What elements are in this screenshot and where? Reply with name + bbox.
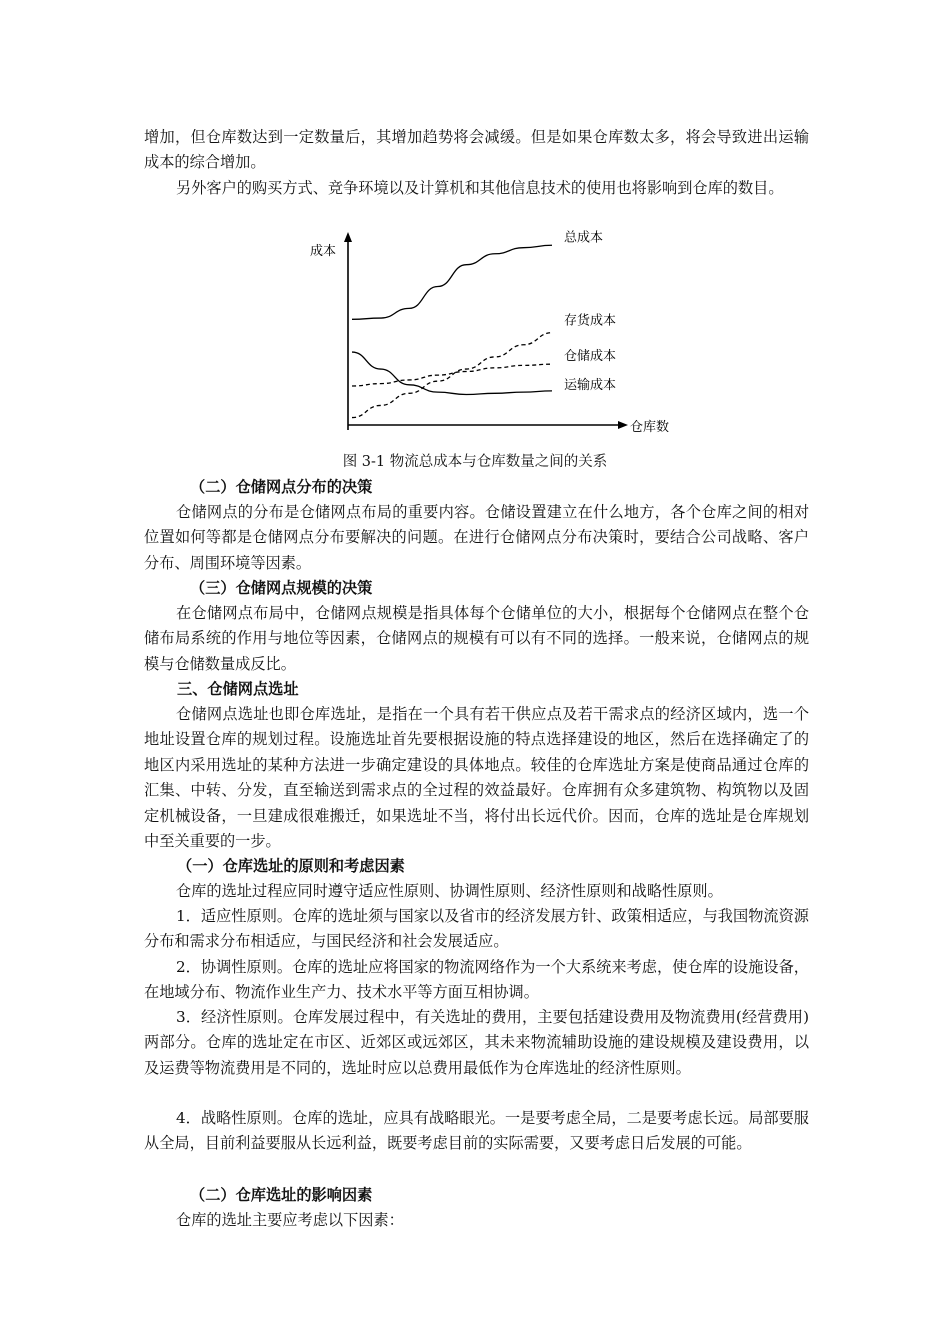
figure-caption: 图 3-1 物流总成本与仓库数量之间的关系 [342, 454, 608, 470]
paragraph-11: 仓库的选址主要应考虑以下因素： [176, 1211, 404, 1229]
heading-storage-distribution: （二）仓储网点分布的决策 [190, 478, 373, 496]
paragraph-4: 在仓储网点布局中，仓储网点规模是指具体每个仓储单位的大小，根据每个仓储网点在整个仓储布局系统的作用与地位等因素，仓储网点的规模有可以有不同的选择。一般来说，仓储网点的规模与仓储数量成反比。 [144, 604, 809, 673]
principle-coordination: 2．协调性原则。仓库的选址应将国家的物流网络作为一个大系统来考虑，使仓库的设施设备，在地域分布、物流作业生产力、技术水平等方面互相协调。 [144, 958, 809, 1002]
heading-site-selection: 三、仓储网点选址 [177, 680, 299, 698]
series-line-1 [352, 245, 552, 319]
heading-storage-scale: （三）仓储网点规模的决策 [190, 579, 373, 597]
principle-economy: 3．经济性原则。仓库发展过程中，有关选址的费用，主要包括建设费用及物流费用(经营费用)两部分。仓库的选址定在市区、近郊区或远郊区，其未来物流辅助设施的建设规模及建设费用，以及运费等物流费用是不同的，选址时应以总费用最低作为仓库选址的经济性原则。 [144, 1008, 809, 1077]
series-label-4: 运输成本 [564, 377, 617, 393]
heading-selection-principles: （一）仓库选址的原则和考虑因素 [177, 857, 405, 875]
cost-vs-warehouse-chart [300, 228, 690, 443]
paragraph-1: 增加，但仓库数达到一定数量后，其增加趋势将会减缓。但是如果仓库数太多，将会导致进出运输成本的综合增加。 [144, 128, 809, 172]
y-axis-arrow [344, 232, 352, 242]
principle-adaptability: 1．适应性原则。仓库的选址须与国家以及省市的经济发展方针、政策相适应，与我国物流资源分布和需求分布相适应，与国民经济和社会发展适应。 [144, 907, 809, 951]
series-line-3 [352, 364, 552, 386]
paragraph-6: 仓库的选址过程应同时遵守适应性原则、协调性原则、经济性原则和战略性原则。 [176, 882, 723, 900]
series-label-3: 仓储成本 [564, 349, 617, 365]
series-label-1: 总成本 [564, 230, 604, 246]
principle-strategy: 4．战略性原则。仓库的选址，应具有战略眼光。一是要考虑全局，二是要考虑长远。局部要服从全局，目前利益要服从长远利益，既要考虑目前的实际需要，又要考虑日后发展的可能。 [144, 1109, 809, 1153]
x-axis-arrow [618, 421, 628, 429]
series-label-2: 存货成本 [564, 313, 617, 329]
heading-influencing-factors: （二）仓库选址的影响因素 [190, 1186, 373, 1204]
series-line-2 [352, 333, 552, 418]
paragraph-3: 仓储网点的分布是仓储网点布局的重要内容。仓储设置建立在什么地方，各个仓库之间的相对位置如何等都是仓储网点分布要解决的问题。在进行仓储网点分布决策时，要结合公司战略、客户分布、周围环境等因素。 [144, 503, 809, 572]
paragraph-5: 仓储网点选址也即仓库选址，是指在一个具有若干供应点及若干需求点的经济区域内，选一个地址设置仓库的规划过程。设施选址首先要根据设施的特点选择建设的地区，然后在选择确定了的地区内采用选址的某种方法进一步确定建设的具体地点。较佳的仓库选址方案是使商品通过仓库的汇集、中转、分发，直至输送到需求点的全过程的效益最好。仓库拥有众多建筑物、构筑物以及固定机械设备，一旦建成很难搬迁，如果选址不当，将付出长远代价。因而，仓库的选址是仓库规划中至关重要的一步。 [144, 705, 809, 851]
paragraph-2: 另外客户的购买方式、竞争环境以及计算机和其他信息技术的使用也将影响到仓库的数目。 [176, 179, 784, 197]
y-axis-label: 成本 [310, 244, 337, 259]
x-axis-label: 仓库数 [630, 420, 670, 435]
